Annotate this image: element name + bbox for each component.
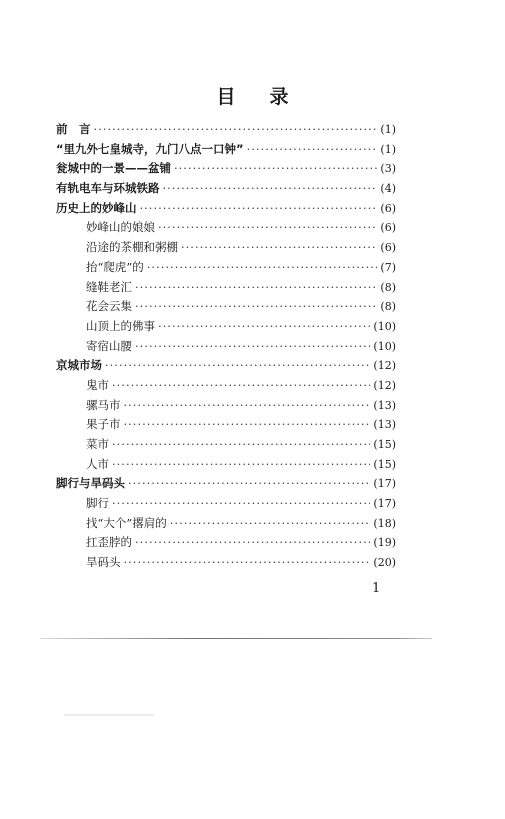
footer-rule: [40, 638, 432, 639]
toc-leader-dots: [147, 260, 378, 274]
toc-subentry: [56, 239, 396, 259]
toc-entry-page: (15): [373, 457, 396, 471]
toc-entry-page: (6): [380, 221, 396, 235]
toc-entry-label: 山顶上的佛事: [86, 318, 155, 333]
toc-entry-page: (15): [373, 438, 396, 451]
toc-entry-page: (3): [380, 162, 396, 176]
toc-entry-page: (20): [373, 556, 396, 570]
toc-entry: [56, 121, 396, 141]
toc-subentry: [56, 259, 396, 279]
toc-entry-page: (13): [373, 418, 396, 432]
page-number: 1: [372, 581, 381, 596]
toc-entry-label: 脚行与旱码头: [56, 476, 125, 491]
toc-leader-dots: [181, 240, 377, 254]
toc-entry: [56, 200, 396, 220]
toc-entry-label: “里九外七皇城寺，九门八点一口钟”: [56, 141, 244, 156]
toc-subentry: [56, 338, 396, 358]
toc-leader-dots: [124, 417, 371, 431]
toc-entry-label: 人市: [86, 456, 109, 471]
table-of-contents: [56, 121, 396, 574]
toc-entry-page: (13): [373, 398, 396, 412]
toc-entry-page: (1): [380, 123, 396, 136]
toc-leader-dots: [112, 437, 370, 451]
toc-entry-label: 果子市: [86, 417, 121, 432]
toc-entry-page: (12): [373, 378, 396, 392]
toc-subentry: [56, 495, 396, 515]
toc-leader-dots: [112, 496, 370, 510]
toc-leader-dots: [94, 122, 378, 136]
toc-entry-page: (8): [380, 300, 396, 314]
toc-subentry: [56, 456, 396, 476]
toc-subentry: [56, 298, 396, 318]
toc-entry-label: 历史上的妙峰山: [56, 200, 137, 215]
toc-entry-page: (6): [380, 201, 396, 215]
toc-entry-page: (8): [380, 280, 396, 294]
toc-entry: [56, 475, 396, 495]
toc-subentry: [56, 219, 396, 239]
toc-entry-page: (7): [380, 260, 396, 274]
toc-entry-label: 有轨电车与环城铁路: [56, 181, 160, 196]
toc-entry-label: 妙峰山的娘娘: [86, 220, 155, 235]
toc-entry-label: 前 言: [56, 122, 91, 136]
toc-subentry: [56, 554, 396, 574]
toc-leader-dots: [158, 220, 377, 234]
toc-leader-dots: [124, 398, 371, 412]
toc-entry-label: 鬼市: [86, 377, 109, 392]
toc-leader-dots: [163, 181, 378, 195]
toc-leader-dots: [158, 319, 370, 333]
toc-leader-dots: [140, 201, 378, 215]
toc-entry-page: (17): [373, 477, 396, 491]
toc-entry-label: 菜市: [86, 437, 109, 451]
toc-entry-page: (17): [373, 497, 396, 511]
toc-subentry: [56, 397, 396, 417]
page-title: 目录: [216, 86, 323, 108]
toc-entry-label: 寄宿山腰: [86, 338, 132, 353]
toc-entry-label: 脚行: [86, 496, 109, 511]
toc-entry-label: 京城市场: [56, 358, 102, 373]
toc-entry-label: 瓮城中的一景——盆铺: [56, 161, 171, 176]
toc-entry-label: 扛歪脖的: [86, 535, 132, 550]
toc-entry-label: 旱码头: [86, 555, 121, 570]
toc-subentry: [56, 515, 396, 535]
toc-leader-dots: [105, 358, 370, 372]
toc-leader-dots: [135, 339, 370, 353]
toc-leader-dots: [174, 161, 377, 175]
toc-leader-dots: [170, 516, 371, 530]
toc-leader-dots: [247, 142, 378, 156]
toc-subentry: [56, 377, 396, 397]
toc-leader-dots: [135, 535, 370, 549]
toc-entry-page: (1): [380, 142, 396, 156]
toc-leader-dots: [135, 299, 377, 313]
toc-subentry: [56, 534, 396, 554]
toc-entry-label: 找“大个”撂肩的: [86, 515, 167, 530]
toc-leader-dots: [112, 457, 370, 471]
toc-entry-page: (19): [373, 536, 396, 550]
scan-smudge: [64, 714, 154, 716]
toc-subentry: [56, 436, 396, 456]
toc-subentry: [56, 318, 396, 338]
toc-entry-page: (12): [373, 359, 396, 373]
toc-entry: [56, 180, 396, 200]
toc-entry-page: (10): [373, 319, 396, 333]
toc-entry-page: (4): [380, 182, 396, 196]
toc-entry-page: (18): [373, 516, 396, 530]
toc-entry-label: 缝鞋老汇: [86, 279, 132, 294]
toc-leader-dots: [112, 378, 370, 392]
toc-subentry: [56, 279, 396, 299]
toc-entry-page: (10): [373, 339, 396, 353]
toc-leader-dots: [135, 280, 377, 294]
toc-leader-dots: [124, 555, 371, 569]
toc-entry-page: (6): [380, 241, 396, 255]
toc-entry: [56, 141, 396, 161]
toc-entry-label: 花会云集: [86, 299, 132, 314]
toc-entry-label: 沿途的茶棚和粥棚: [86, 240, 178, 255]
toc-entry-label: 骡马市: [86, 397, 121, 412]
toc-subentry: [56, 416, 396, 436]
toc-entry: [56, 357, 396, 377]
toc-entry: [56, 160, 396, 180]
toc-leader-dots: [128, 476, 370, 490]
toc-entry-label: 抬“爬虎”的: [86, 259, 144, 274]
